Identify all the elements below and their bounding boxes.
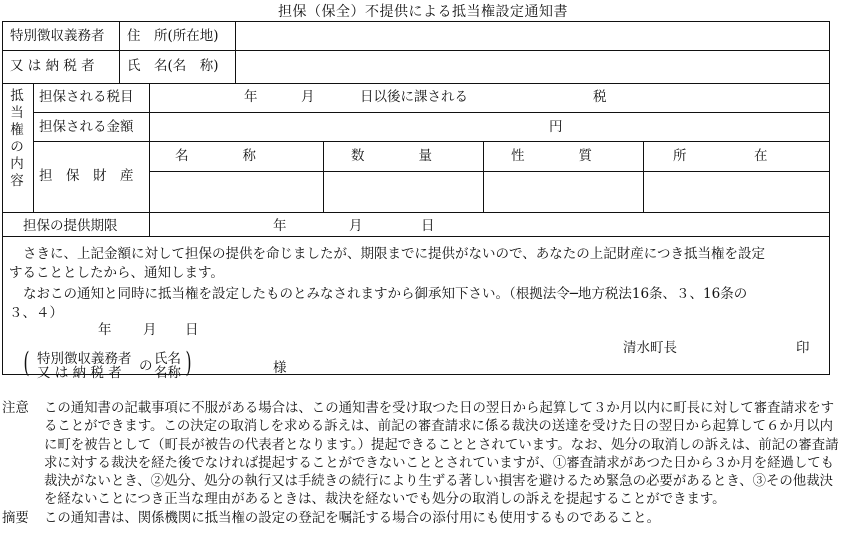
addressee-name-label: 氏名: [154, 351, 181, 367]
address-field[interactable]: [237, 23, 827, 49]
name-label: 氏 名(名 称): [127, 58, 219, 74]
caution-note: [2, 400, 840, 510]
name-field[interactable]: [237, 52, 827, 82]
addressee-line1: 特別徴収義務者: [37, 351, 132, 367]
taxpayer-label-line1: 特別徴収義務者: [10, 28, 105, 44]
property-label: 担 保 財 産: [39, 168, 134, 184]
deadline-month: 月: [349, 218, 363, 234]
property-header-quantity: 数 量: [351, 148, 432, 164]
summary-note: [2, 510, 840, 528]
tax-month: 月: [301, 89, 315, 105]
tax-suffix: 税: [593, 89, 607, 105]
caution-text: この通知書の記載事項に不服がある場合は、この通知書を受け取つた日の翌日から起算して３か月以内に町長に対して審査請求をすることができます。この決定の取消しを求める訴えは、前記の審査請求に係る裁決の送達を受けた日の翌日から起算して６か月以内に町を被告として（町長が被告の代表者となります。）提起できることとされています。なお、処分の取消しの訴えは、前記の審査請求に対する裁決を経た後でなければ提起することができないこととされていますが、①審査請求があつた日から３か月を経過しても裁決がないとき、②処分、処分の執行又は手続きの続行により生ずる著しい損害を避けるため緊急の必要があるとき、③その他裁決を経ないことにつき正当な理由があるときは、裁決を経ないでも処分の取消しの訴えを提起することができます。: [44, 401, 839, 508]
addressee-left-paren: (: [23, 346, 30, 379]
issue-month: 月: [143, 322, 157, 338]
seal-mark: 印: [796, 340, 810, 356]
property-header-nature: 性 質: [511, 148, 592, 164]
property-header-name: 名 称: [175, 148, 256, 164]
addressee-of: の: [139, 358, 153, 374]
issue-day: 日: [185, 322, 199, 338]
tax-after-text: 日以後に課される: [360, 89, 468, 105]
caution-label: 注意: [2, 401, 29, 416]
body-para2-line1: なおこの通知と同時に抵当権を設定したものとみなされますから御承知下さい。（根拠法令─地方税法16条、３、16条の: [23, 286, 748, 302]
property-header-location: 所 在: [673, 148, 768, 164]
amount-unit: 円: [549, 119, 563, 135]
honorific: 様: [273, 360, 287, 376]
notes-section: [2, 400, 840, 528]
document-title: 担保（保全）不提供による抵当権設定通知書: [278, 4, 568, 20]
summary-label: 摘要: [2, 510, 29, 526]
body-para1-line2: することとしたから、通知します。: [9, 265, 224, 281]
address-label: 住 所(所在地): [127, 28, 219, 44]
lien-section-label: 抵 当 権 の 内 容: [10, 88, 24, 189]
tax-item-label: 担保される税目: [39, 89, 134, 105]
addressee-line2: 又 は 納 税 者: [37, 365, 122, 381]
body-para2-line2: ３、４）: [9, 305, 63, 321]
summary-text: この通知書は、関係機関に抵当権の設定の登記を嘱託する場合の添付用にも使用するものであること。: [44, 510, 660, 526]
addressee-right-paren: ): [185, 346, 192, 379]
deadline-label: 担保の提供期限: [23, 218, 118, 234]
addressee-title-label: 名称: [154, 365, 181, 381]
notice-form: [2, 21, 830, 381]
deadline-day: 日: [421, 218, 435, 234]
body-para1-line1: さきに、上記金額に対して担保の提供を命じましたが、期限までに提供がないので、あなたの上記財産につき抵当権を設定: [23, 246, 765, 262]
deadline-year: 年: [273, 218, 287, 234]
issue-year: 年: [98, 322, 112, 338]
taxpayer-label-line2: 又 は 納 税 者: [10, 58, 95, 74]
issuer-name: 清水町長: [623, 340, 677, 356]
amount-label: 担保される金額: [39, 119, 134, 135]
tax-year: 年: [244, 89, 258, 105]
